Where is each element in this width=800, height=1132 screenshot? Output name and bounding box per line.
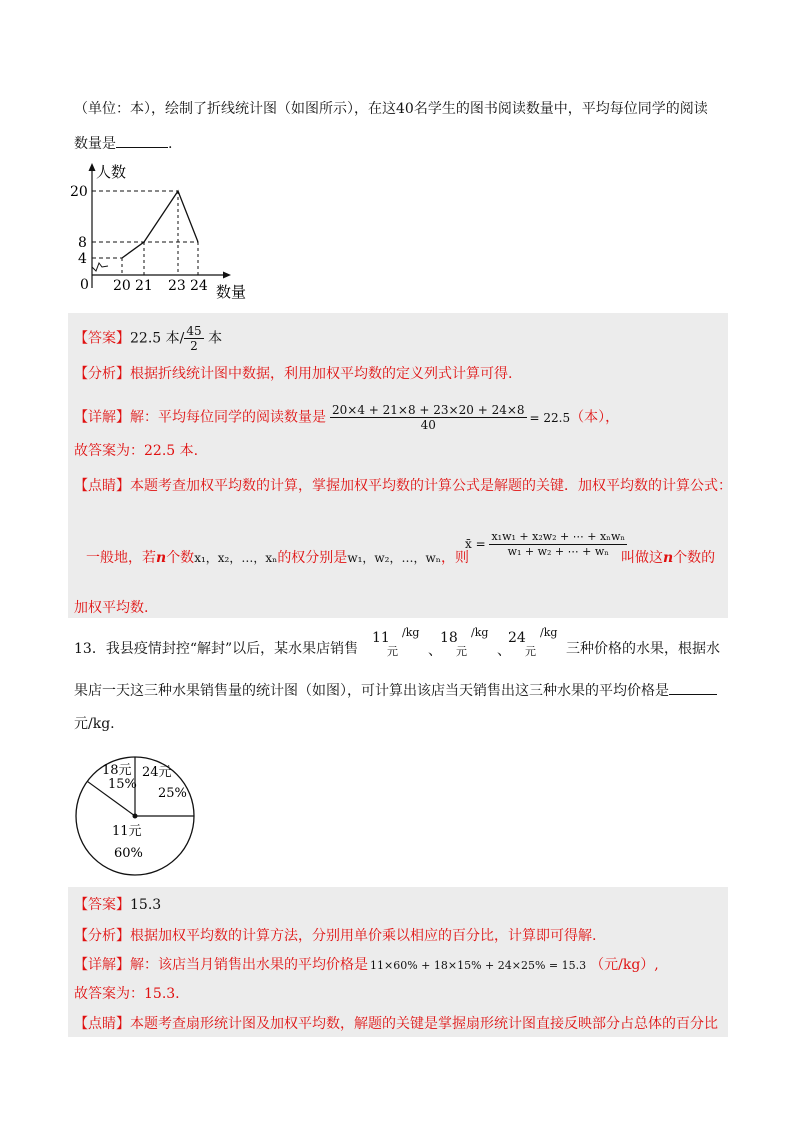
q13-conclusion: 故答案为：15.3. <box>74 986 180 1002</box>
q13-answer: 【答案】15.3 <box>74 897 162 913</box>
slice-24-label: 24元 <box>142 765 172 780</box>
q12-detail: 【详解】解：平均每位同学的阅读数量是 $\frac{20\times 4 + 21\times 8 + 23\times 20 + 24\times 8}{40}$ = 22.5（本）， <box>74 403 620 432</box>
q13-line1b: 三种价格的水果，根据水 <box>566 641 720 657</box>
q12-formula-tail: 叫做这n个数的 <box>621 550 716 566</box>
line-chart <box>70 155 260 305</box>
unit-top-2: /kg <box>471 626 489 639</box>
pie-chart <box>72 752 202 882</box>
y-tick-20: 20 <box>70 184 88 200</box>
x-axis-title: 数量 <box>216 283 247 301</box>
q12-line2: 数量是 . <box>74 133 172 154</box>
weighted-mean-formula: x̄ = $\frac{\text{x₁w₁ + x₂w₂ + ⋯ + xₙwₙ}}{\text{w₁ + w₂ + ⋯ + wₙ}}$ <box>465 530 626 558</box>
slice-18-label: 18元 <box>102 763 132 778</box>
unit-top-1: /kg <box>402 626 420 639</box>
q12-answer: 【答案】22.5 本/ $\frac{45}{2}$ 本 <box>74 324 223 353</box>
y-tick-8: 8 <box>78 235 87 251</box>
x-axis-arrow <box>223 272 231 279</box>
slice-18-percent: 15% <box>108 777 137 792</box>
q13-analysis: 【分析】根据加权平均数的计算方法，分别用单价乘以相应的百分比，计算即可得解. <box>74 928 597 944</box>
slice-11-percent: 60% <box>114 846 143 861</box>
pie-center <box>133 814 138 819</box>
sep-1: 、 <box>428 643 442 659</box>
axis-break <box>92 263 108 271</box>
q13-line1a: 13．我县疫情封控“解封”以后，某水果店销售 <box>74 641 359 657</box>
q12-solution-block <box>68 313 728 618</box>
q13-line2: 果店一天这三种水果销售量的统计图（如图），可计算出该店当天销售出这三种水果的平均价格是 <box>74 680 717 701</box>
q13-comment: 【点睛】本题考查扇形统计图及加权平均数，解题的关键是掌握扇形统计图直接反映部分占总体的百分比 <box>74 1016 718 1032</box>
y-axis-arrow <box>89 163 96 171</box>
x-tick-20: 20 <box>113 278 131 294</box>
x-tick-21: 21 <box>135 278 153 294</box>
q13-line3: 元/kg. <box>74 716 115 732</box>
unit-top-3: /kg <box>540 626 558 639</box>
y-axis-title: 人数 <box>96 163 127 181</box>
q12-line1: （单位：本），绘制了折线统计图（如图所示），在这40名学生的图书阅读数量中，平均每位同学的阅读 <box>74 101 708 117</box>
answer-blank <box>116 133 168 148</box>
x-tick-24: 24 <box>190 278 208 294</box>
price-18: 18 <box>440 630 458 646</box>
price-11: 11 <box>372 630 390 646</box>
price-24: 24 <box>508 630 526 646</box>
q12-formula-intro: 一般地，若n个数x₁，x₂，…，xₙ的权分别是w₁，w₂，…，wₙ，则 <box>86 550 469 566</box>
unit-bottom-3: 元 <box>525 645 536 658</box>
origin-label: 0 <box>80 277 89 293</box>
data-line <box>122 191 198 258</box>
slice-11-label: 11元 <box>112 824 142 839</box>
answer-blank-2 <box>669 680 717 695</box>
q13-detail: 【详解】解：该店当月销售出水果的平均价格是 11×60% + 18×15% + 24×25% = 15.3 （元/kg）, <box>74 957 659 973</box>
slice-24-percent: 25% <box>158 786 187 801</box>
x-tick-23: 23 <box>168 278 186 294</box>
y-tick-4: 4 <box>78 251 87 267</box>
unit-bottom-2: 元 <box>456 645 467 658</box>
q12-analysis: 【分析】根据折线统计图中数据，利用加权平均数的定义列式计算可得. <box>74 366 513 382</box>
sep-2: 、 <box>497 643 511 659</box>
q12-formula-last: 加权平均数. <box>74 600 149 616</box>
q12-comment: 【点睛】本题考查加权平均数的计算，掌握加权平均数的计算公式是解题的关键．加权平均数的计算公式： <box>74 478 732 494</box>
unit-bottom-1: 元 <box>387 645 398 658</box>
q12-conclusion: 故答案为：22.5 本. <box>74 443 199 459</box>
